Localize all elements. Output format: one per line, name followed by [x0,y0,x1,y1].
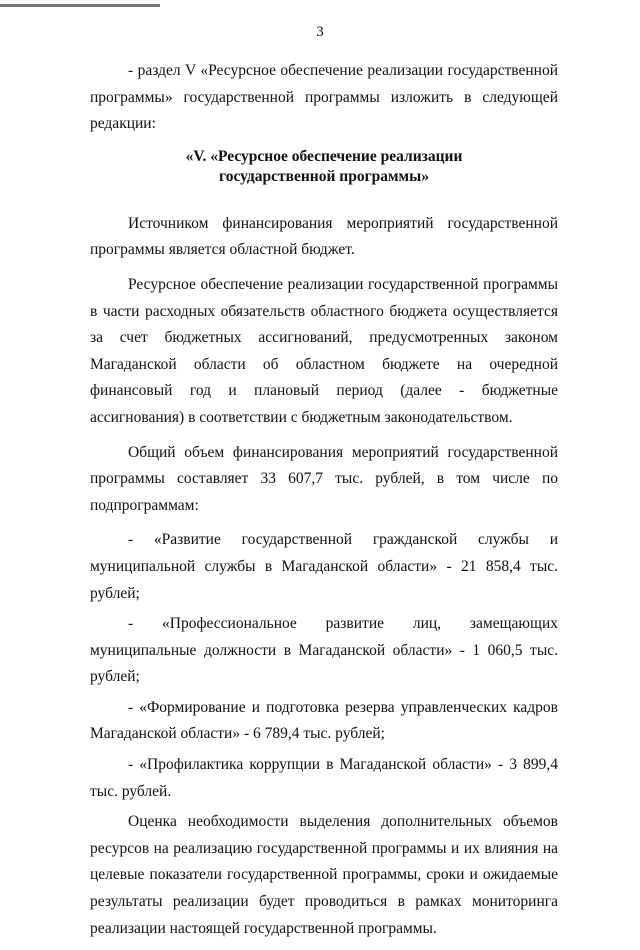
subprogram-item: - «Развитие государственной гражданской службы и муниципальной службы в Магаданской области» - 21 858,4 тыс. рублей; [90,531,558,602]
section-title-line-2: государственной программы» [219,167,429,185]
intro-paragraph: - раздел V «Ресурсное обеспечение реализации государственной программы» государственной программы изложить в следующей редакции: [90,62,558,133]
resource-provision-paragraph: Ресурсное обеспечение реализации государственной программы в части расходных обязательств областного бюджета осуществляется за счет бюджетных ассигнований, предусмотренных законом Магаданской области об областном бюджете на очередной финансовый год и плановый период (далее - бюджетные ассигнования) в соответствии с бюджетным законодательством. [90,275,558,426]
subprogram-item: - «Формирование и подготовка резерва управленческих кадров Магаданской области» - 6 789,4 тыс. рублей; [90,698,558,743]
page-number: 3 [316,24,324,40]
section-title-line-1: «V. «Ресурсное обеспечение реализации [185,147,463,165]
document-body [90,58,558,950]
assessment-paragraph: Оценка необходимости выделения дополнительных объемов ресурсов на реализацию государственной программы и их влияния на целевые показатели государственной программы, сроки и ожидаемые результаты реализации будет проводиться в рамках мониторинга реализации настоящей государственной программы. [90,813,558,937]
subprogram-item: - «Профессиональное развитие лиц, замещающих муниципальные должности в Магаданской области» - 1 060,5 тыс. рублей; [90,615,558,686]
scan-edge-mark [0,4,160,7]
subprogram-item: - «Профилактика коррупции в Магаданской области» - 3 899,4 тыс. рублей. [90,756,558,800]
funding-source-paragraph: Источником финансирования мероприятий государственной программы является областной бюджет. [90,214,558,259]
total-funding-paragraph: Общий объем финансирования мероприятий государственной программы составляет 33 607,7 тыс. рублей, в том числе по подпрограммам: [90,443,558,514]
section-title [90,147,558,187]
